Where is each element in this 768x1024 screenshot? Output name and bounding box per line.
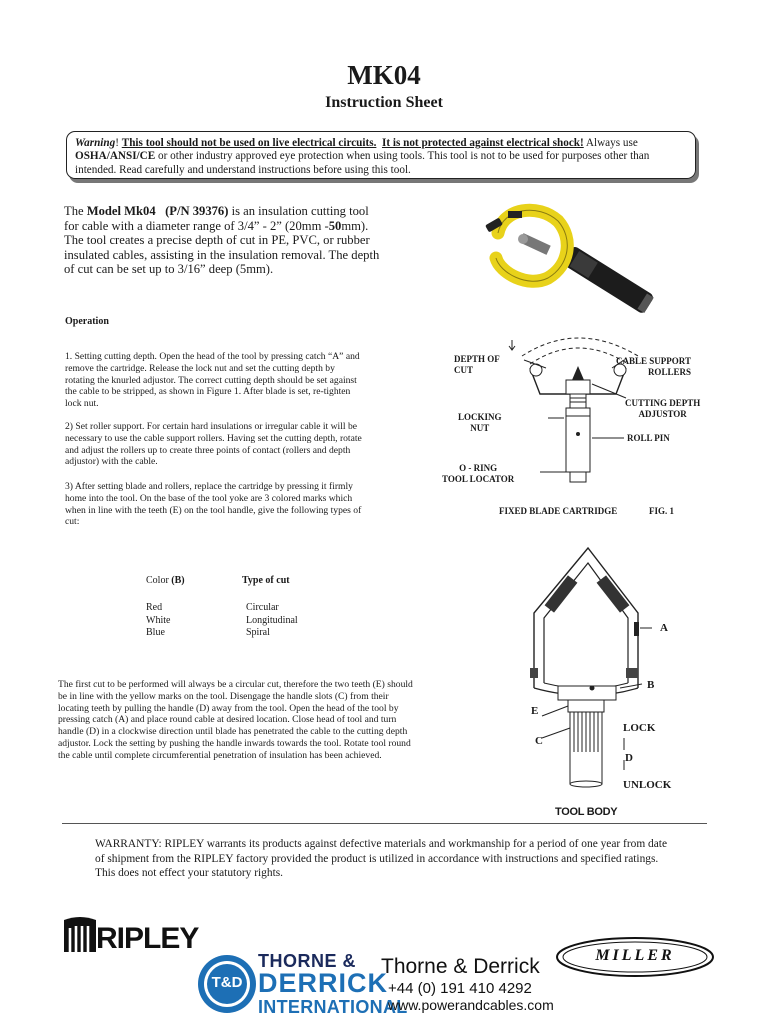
label-lock: LOCK [623,722,656,734]
label-unlock: UNLOCK [623,779,672,791]
operation-heading: Operation [65,316,109,327]
warranty-paragraph [95,837,675,881]
intro-pre: The [64,204,87,218]
ripley-wordmark: RIPLEY [96,922,199,955]
page-title: MK04 [347,60,421,90]
label-d: D [625,752,633,764]
intro-t1: is an insulation cutting tool for cable with a diameter range of 3/4” - 2” (20mm - [64,204,369,233]
warning-bang: ! [115,137,122,149]
fig2-caption: TOOL BODY [555,806,618,818]
miller-wordmark: MILLER [595,947,675,964]
operation-circular-cut: The first cut to be performed will always be a circular cut, therefore the two teeth (E) should be in line with the yellow marks on the tool. Disengage the handle slots (C) from their locating teeth by pulling the handle (D) away from the tool. Open the head of the tool by pressing catch (A) and place round cable at desired location. Close head of tool and turn handle (D) in a clockwise direction until blade has penetrated the cable to the cutting depth adjustor. Lock the setting by pushing the handle inwards towards the tool. Rotate tool round the cable until complete circumferential penetration of insulation has been achieved. [58,679,413,761]
cut-spiral: Spiral [246,627,270,639]
page-subtitle: Instruction Sheet [325,94,443,111]
warning-text-1: Always use [583,137,638,149]
warranty-text: WARRANTY: RIPLEY warrants its products against defective materials and workmanship for a period of one year from date of shipment from the RIPLEY factory provided the product is utilized in accordance with instructions and specified ratings. [95,838,668,865]
warning-bold-1: This tool should not be used on live electrical circuits. [121,137,377,149]
intro-t2: mm). The tool creates a precise depth of cut in PE, PVC, or rubber insulated cables, assisting in the insulation removal. The depth of cut can be set up to 3/16” deep (5mm). [64,218,380,277]
cut-longitudinal: Longitudinal [246,614,298,626]
color-white: White [146,614,171,626]
label-roll-pin: ROLL PIN [627,433,670,443]
ripley-logo-icon [62,912,98,954]
label-oring-tool-locator: O - RING TOOL LOCATOR [442,463,515,484]
operation-step-2: 2) Set roller support. For certain hard insulations or irregular cable it will be necessary to use the cable support rollers. Having set the cutting depth, rotate and adjust the rollers up to create three points of contact (rollers and depth adjustor) with the cable. [65,421,362,468]
warning-text-2: or other industry approved eye protection when using tools. This tool is not to be used for purposes other than intended. Read carefully and understand instructions before using this tool. [75,150,650,176]
warning-bold-2: It is not protected against electrical shock! [381,137,584,149]
label-e: E [531,705,539,717]
warning-label: Warning [75,137,116,149]
intro-paragraph [64,204,386,277]
label-depth-of-cut: DEPTH OF CUT [454,354,500,375]
cut-circular: Circular [246,602,279,613]
warning-box [66,131,696,179]
divider [62,823,707,824]
td-thorne: THORNE & [258,951,356,971]
color-list [146,602,170,640]
cut-type-column-header: Type of cut [242,575,290,586]
fig1-number: FIG. 1 [649,506,675,516]
label-b: B [647,679,655,691]
warranty-tail: This does not effect your statutory rights. [95,867,284,879]
label-cable-support-rollers: CABLE SUPPORT ROLLERS [616,356,691,377]
label-c: C [535,735,543,747]
color-blue: Blue [146,627,165,639]
cut-type-list [246,602,298,640]
td-mark: T&D [211,974,243,991]
warning-osha: OSHA/ANSI/CE [75,150,156,163]
color-red: Red [146,602,163,613]
color-header-b: (B) [171,575,185,586]
handle-shape [562,245,655,315]
operation-step-1: 1. Setting cutting depth. Open the head of the tool by pressing catch “A” and remove the cartridge. Release the lock nut and set the cutting depth by rotating the knurled adjustor. The correct cutting depth should be set against the cable to be stripped, as shown in Figure 1. After blade is set, re-tighten lock nut. [65,351,360,410]
company-phone: +44 (0) 191 410 4292 [388,980,532,997]
label-cutting-depth-adjustor: CUTTING DEPTH ADJUSTOR [625,398,701,419]
intro-pn: (P/N 39376) [165,204,229,218]
td-international: INTERNATIONAL [258,997,408,1017]
intro-model: Model Mk04 [86,204,156,218]
td-derrick: DERRICK [258,968,389,998]
label-locking-nut: LOCKING NUT [458,412,502,433]
intro-mm: 50 [328,218,342,233]
fig1-caption: FIXED BLADE CARTRIDGE [499,506,618,516]
color-header-text: Color [146,575,172,586]
operation-step-3: 3) After setting blade and rollers, replace the cartridge by pressing it firmly home into the tool. On the base of the tool yoke are 3 colored marks which when in line with the teeth (E) on the tool handle, give the following types of cut: [65,481,362,528]
product-photo [478,203,668,315]
company-website: www.powerandcables.com [388,997,554,1013]
company-name: Thorne & Derrick [381,955,540,978]
color-column-header [146,575,185,586]
label-a: A [660,622,668,634]
